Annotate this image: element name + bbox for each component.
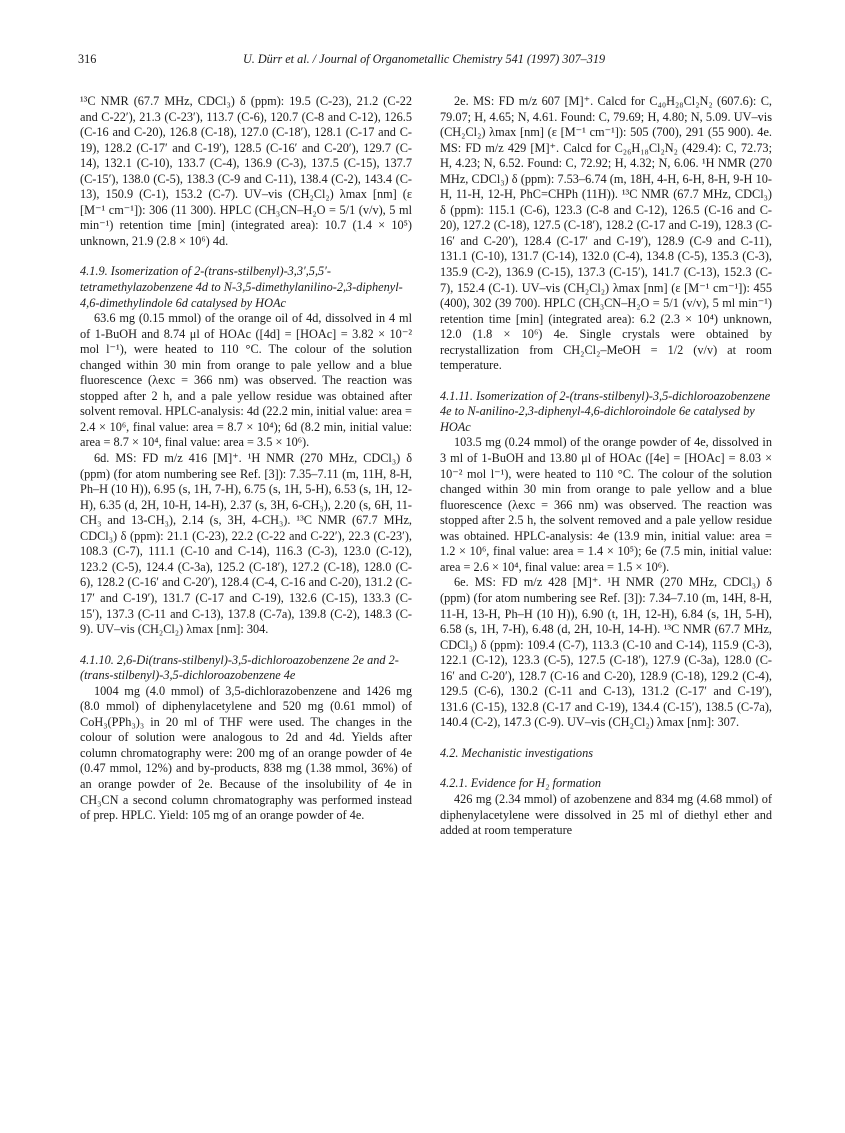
section-heading-4-2: 4.2. Mechanistic investigations: [440, 745, 594, 760]
section-heading-4-1-11: 4.1.11. Isomerization of 2-(trans-stilbenyl)-3,5-dichloroazobenzene 4e to N-anilino-2,3-diphenyl-4,6-dichloroindole 6e catalysed by HOAc: [440, 388, 771, 434]
section-heading-4-1-10: 4.1.10. 2,6-Di(trans-stilbenyl)-3,5-dichloroazobenzene 2e and 2-(trans-stilbenyl)-3,5-dichloroazobenzene 4e: [80, 652, 399, 683]
procedure-4-1-10: 1004 mg (4.0 mmol) of 3,5-dichlorazobenzene and 1426 mg (8.0 mmol) of diphenylacetylene and 520 mg (0.61 mmol) of CoH₃(PPh₃)₃ in 20 ml of THF were used. The changes in the colour of solution were analogous to 2d and 4d. Yields after column chromatography were: 200 mg of an orange powder of 4e (0.47 mmol, 12%) and by-products, 838 mg (1.38 mmol, 36%) of an orange powder of 2e. Because of the insolubility of 4e in CH₃CN a second column chromatography was performed instead of prep. HPLC. Yield: 105 mg of an orange powder of 4e.: [80, 683, 412, 823]
page-header: [78, 52, 770, 72]
procedure-4-1-11: 103.5 mg (0.24 mmol) of the orange powder of 4e, dissolved in 3 ml of 1-BuOH and 13.80 μl of HOAc ([4e] = [HOAc] = 8.03 × 10⁻² mol l⁻¹), were heated to 110 °C. The colour of the solution changed within 30 min from orange to pale yellow and a blue fluorescence (λexc = 366 nm) was observed. The reaction was stopped after 2.5 h, the solvent removed and a pale yellow residue was obtained. HPLC-analysis: 4e (13.9 min, initial value: area = 1.2 × 10⁶, final value: area = 1.4 × 10⁵); 6e (7.5 min, initial value: area = 2.6 × 10⁴, final value: area = 1.5 × 10⁶).: [440, 435, 772, 574]
data-6e-paragraph: 6e. MS: FD m/z 428 [M]⁺. ¹H NMR (270 MHz, CDCl₃) δ (ppm) (for atom numbering see Ref. [3]): 7.34–7.10 (m, 14H, 8-H, 11-H, 13-H, Ph–H (10 H)), 6.90 (t, 1H, 12-H), 6.84 (s, 1H, 5-H), 6.58 (s, 1H, 7-H), 6.48 (d, 2H, 10-H, 14-H). ¹³C NMR (67.7 MHz, CDCl₃) δ (ppm): 109.4 (C-7), 113.3 (C-10 and C-14), 115.9 (C-3), 122.1 (C-12), 123.3 (C-5), 127.5 (C-18′), 127.9 (C-3a), 128.0 (C-16′ and C-20′), 128.7 (C-16 and C-20), 128.9 (C-18), 129.2 (C-4), 129.5 (C-6), 130.2 (C-11 and C-13), 131.2 (C-17′ and C-19′), 131.6 (C-15), 132.8 (C-17 and C-19), 134.4 (C-15′), 138.5 (C-7a), 140.4 (C-2), 147.3 (C-9). UV–vis (CH₂Cl₂) λmax [nm]: 307.: [440, 575, 772, 730]
data-2e-4e-paragraph: 2e. MS: FD m/z 607 [M]⁺. Calcd for C₄₀H₂₈Cl₂N₂ (607.6): C, 79.07; H, 4.65; N, 4.61. Found: C, 79.69; H, 4.80; N, 5.09. UV–vis (CH₂Cl₂) λmax [nm] (ε [M⁻¹ cm⁻¹]): 505 (700), 291 (55 900). 4e. MS: FD m/z 429 [M]⁺. Calcd for C₂₆H₁₈Cl₂N₂ (429.4): C, 72.73; H, 4.23; N, 6.52. Found: C, 72.92; H, 4.32; N, 6.06. ¹H NMR (270 MHz, CDCl₃) δ (ppm): 7.53–6.74 (m, 18H, 4-H, 6-H, 8-H, 9-H 10-H, 11-H, 12-H, PhC=CHPh (11H)). ¹³C NMR (67.7 MHz, CDCl₃) δ (ppm): 115.1 (C-6), 123.3 (C-8 and C-12), 126.5 (C-16 and C-20), 127.2 (C-18), 127.5 (C-18′), 128.2 (C-17 and C-19), 128.3 (C-16′ and C-20′), 128.4 (C-17′ and C-19′), 128.9 (C-9 and C-11), 131.1 (C-10), 131.7 (C-14), 132.0 (C-4), 134.8 (C-5), 135.3 (C-3), 135.9 (C-2), 136.9 (C-15), 137.3 (C-15′), 141.7 (C-13), 152.3 (C-7), 152.4 (C-1). UV–vis (CH₂Cl₂) λmax [nm] (ε [M⁻¹ cm⁻¹]): 455 (400), 302 (39 700). HPLC (CH₃CN–H₂O = 5/1 (v/v), 5 ml min⁻¹) retention time [min] (integrated area): 6.2 (2.3 × 10⁴) unknown, 12.0 (1.8 × 10⁶) 4e. Single crystals were obtained by recrystallization from CH₂Cl₂–MeOH = 1/2 (v/v) at room temperature.: [440, 94, 772, 373]
right-column: [440, 94, 772, 839]
section-heading-4-2-1: 4.2.1. Evidence for H₂ formation: [440, 776, 602, 791]
nmr-4d-paragraph: ¹³C NMR (67.7 MHz, CDCl₃) δ (ppm): 19.5 (C-23), 21.2 (C-22 and C-22′), 21.3 (C-23′), 113.7 (C-6), 120.7 (C-8 and C-12), 126.5 (C-16 and C-20), 126.8 (C-18), 127.0 (C-18′), 128.1 (C-17 and C-19), 128.2 (C-17′ and C-19′), 128.5 (C-16′ and C-20′), 129.7 (C-14), 132.1 (C-10), 133.7 (C-4), 136.9 (C-3), 137.5 (C-15), 137.7 (C-15′), 138.0 (C-5), 138.3 (C-9 and C-11), 138.4 (C-2), 143.4 (C-13), 150.9 (C-1), 153.2 (C-7). UV–vis (CH₂Cl₂) λmax [nm] (ε [M⁻¹ cm⁻¹]): 306 (11 300). HPLC (CH₃CN–H₂O = 5/1 (v/v), 5 ml min⁻¹) retention time [min] (integrated area): 10.7 (1.4 × 10⁵) unknown, 21.9 (2.8 × 10⁶) 4d.: [80, 94, 412, 248]
procedure-4-1-9: 63.6 mg (0.15 mmol) of the orange oil of 4d, dissolved in 4 ml of 1-BuOH and 8.74 μl of HOAc ([4d] = [HOAc] = 3.82 × 10⁻² mol l⁻¹), were heated to 110 °C. The colour of the solution changed within 30 min from orange to pale yellow and a blue fluorescence (λexc = 366 nm) was observed. The reaction was stopped after 2 h, and a pale yellow residue was obtained after solvent removal. HPLC-analysis: 4d (22.2 min, initial value: area = 2.4 × 10⁶, final value: area = 8.7 × 10⁴); 6d (8.2 min, initial value: area = 8.7 × 10⁴, final value: area = 3.5 × 10⁶).: [80, 311, 412, 450]
data-6d-paragraph: 6d. MS: FD m/z 416 [M]⁺. ¹H NMR (270 MHz, CDCl₃) δ (ppm) (for atom numbering see Ref. [3]): 7.35–7.11 (m, 11H, 8-H, Ph–H (10 H)), 6.95 (s, 1H, 7-H), 6.75 (s, 1H, 5-H), 6.53 (s, 1H, 12-H), 6.35 (d, 2H, 10-H, 14-H), 2.37 (s, 3H, 6-CH₃), 2.20 (s, 6H, 11-CH₃ and 13-CH₃), 2.14 (s, 3H, 4-CH₃). ¹³C NMR (67.7 MHz, CDCl₃) δ (ppm): 21.1 (C-23), 22.2 (C-22 and C-22′), 22.3 (C-23′), 108.3 (C-7), 111.1 (C-10 and C-14), 116.3 (C-3), 123.0 (C-12), 123.2 (C-5), 124.4 (C-3a), 125.2 (C-18′), 127.2 (C-18), 128.0 (C-6), 128.2 (C-16′ and C-20′), 128.4 (C-4, C-16 and C-20), 131.2 (C-17′ and C-19′), 131.7 (C-17 and C-19), 132.6 (C-15), 133.3 (C-15′), 137.3 (C-11 and C-13), 137.8 (C-7a), 139.8 (C-2), 148.3 (C-9). UV–vis (CH₂Cl₂) λmax [nm]: 304.: [80, 451, 412, 637]
left-column: [80, 94, 412, 824]
page-number: 316: [78, 52, 97, 66]
section-heading-4-1-9: 4.1.9. Isomerization of 2-(trans-stilbenyl)-3,3′,5,5′-tetramethylazobenzene 4d to N-3,5-dimethylanilino-2,3-diphenyl-4,6-dimethylindole 6d catalysed by HOAc: [80, 264, 403, 310]
running-head: U. Dürr et al. / Journal of Organometallic Chemistry 541 (1997) 307–319: [242, 52, 606, 66]
procedure-4-2-1: 426 mg (2.34 mmol) of azobenzene and 834 mg (4.68 mmol) of diphenylacetylene were dissolved in 25 ml of diethyl ether and added at room temperature: [440, 791, 772, 838]
